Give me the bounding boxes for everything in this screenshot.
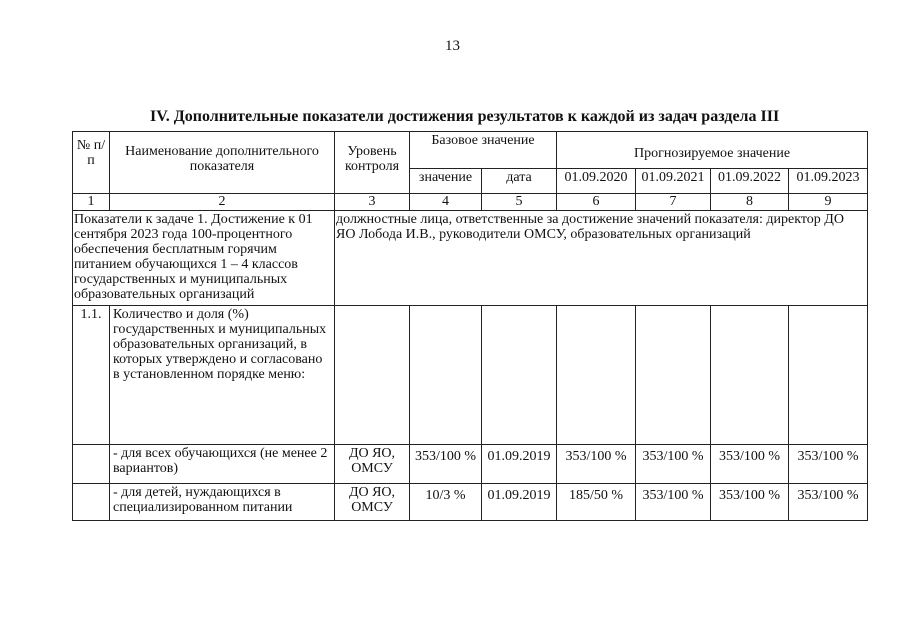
table-row <box>73 445 868 484</box>
empty-cell <box>636 306 711 445</box>
row-forecast-2: 353/100 % <box>636 484 711 521</box>
column-number: 6 <box>557 194 636 211</box>
group-row <box>73 211 868 306</box>
row-name: - для детей, нуждающихся в специализированном питании <box>110 484 335 521</box>
column-number: 1 <box>73 194 110 211</box>
row-level: ДО ЯО, ОМСУ <box>335 484 410 521</box>
row-forecast-4: 353/100 % <box>789 445 868 484</box>
row-base-value: 353/100 % <box>410 445 482 484</box>
empty-cell <box>789 306 868 445</box>
column-number: 8 <box>711 194 789 211</box>
header-base-value: значение <box>410 169 482 194</box>
empty-cell <box>482 306 557 445</box>
row-forecast-3: 353/100 % <box>711 484 789 521</box>
empty-cell <box>73 445 110 484</box>
indicator-number: 1.1. <box>73 306 110 445</box>
header-date-4: 01.09.2023 <box>789 169 868 194</box>
row-name: - для всех обучающихся (не менее 2 вариантов) <box>110 445 335 484</box>
row-forecast-1: 185/50 % <box>557 484 636 521</box>
header-date-3: 01.09.2022 <box>711 169 789 194</box>
column-number: 3 <box>335 194 410 211</box>
column-number: 2 <box>110 194 335 211</box>
header-forecast: Прогнозируемое значение <box>557 132 868 169</box>
row-base-value: 10/3 % <box>410 484 482 521</box>
row-forecast-3: 353/100 % <box>711 445 789 484</box>
page-number: 13 <box>445 38 460 54</box>
column-number: 4 <box>410 194 482 211</box>
header-base: Базовое значение <box>410 132 557 169</box>
column-number: 9 <box>789 194 868 211</box>
header-num: № п/п <box>73 132 110 194</box>
row-level: ДО ЯО, ОМСУ <box>335 445 410 484</box>
column-number: 7 <box>636 194 711 211</box>
empty-cell <box>335 306 410 445</box>
empty-cell <box>410 306 482 445</box>
column-number: 5 <box>482 194 557 211</box>
empty-cell <box>73 484 110 521</box>
table-row <box>73 484 868 521</box>
section-title: IV. Дополнительные показатели достижения результатов к каждой из задач раздела III <box>150 108 780 125</box>
header-date-1: 01.09.2020 <box>557 169 636 194</box>
header-base-date: дата <box>482 169 557 194</box>
header-date-2: 01.09.2021 <box>636 169 711 194</box>
indicators-table <box>72 131 868 521</box>
column-numbers-row <box>73 194 868 211</box>
empty-cell <box>557 306 636 445</box>
empty-cell <box>711 306 789 445</box>
indicator-name: Количество и доля (%) государственных и муниципальных образовательных организаций, в которых утверждено и согласовано в установленном порядке меню: <box>110 306 335 445</box>
header-level: Уровень контроля <box>335 132 410 194</box>
row-base-date: 01.09.2019 <box>482 484 557 521</box>
group-responsible: должностные лица, ответственные за достижение значений показателя: директор ДО ЯО Лобода И.В., руководители ОМСУ, образовательных организаций <box>335 211 868 306</box>
header-name: Наименование дополнительного показателя <box>110 132 335 194</box>
header-row-1 <box>73 132 868 169</box>
row-forecast-1: 353/100 % <box>557 445 636 484</box>
row-forecast-4: 353/100 % <box>789 484 868 521</box>
group-label: Показатели к задаче 1. Достижение к 01 сентября 2023 года 100-процентного обеспечения бесплатным горячим питанием обучающихся 1 – 4 классов государственных и муниципальных образовательных организаций <box>73 211 335 306</box>
row-base-date: 01.09.2019 <box>482 445 557 484</box>
row-forecast-2: 353/100 % <box>636 445 711 484</box>
indicator-row <box>73 306 868 445</box>
